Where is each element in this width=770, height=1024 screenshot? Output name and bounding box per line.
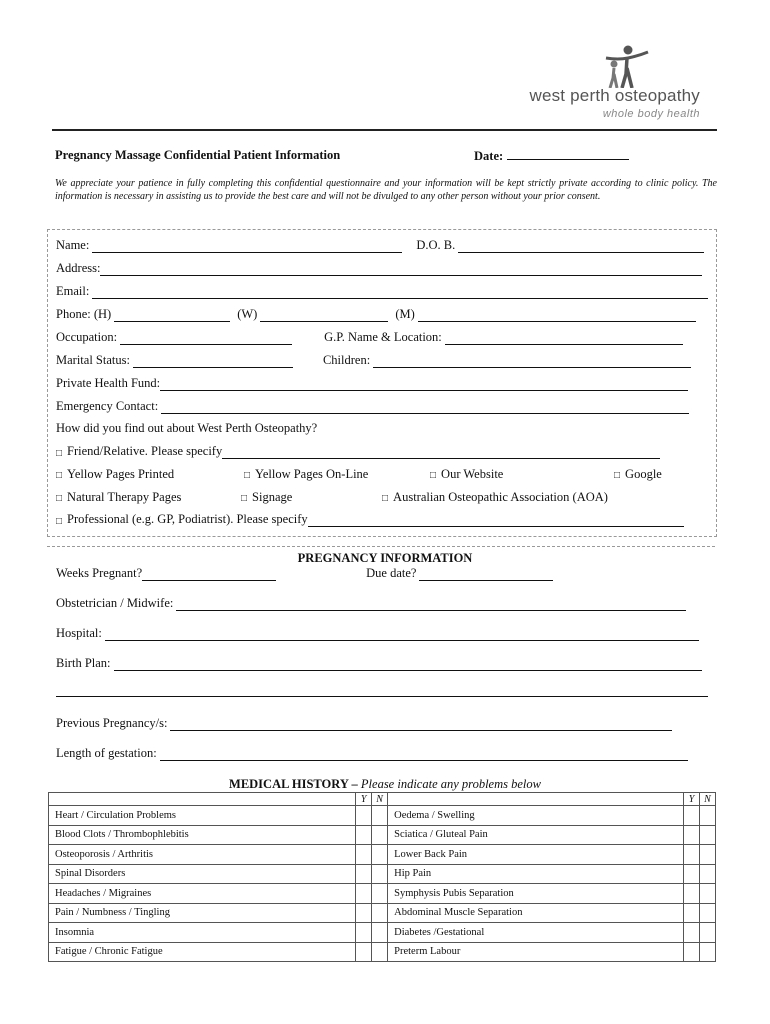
signage-checkbox[interactable]: □	[241, 493, 248, 504]
n-left-cell[interactable]	[372, 903, 388, 923]
marital-field[interactable]	[133, 355, 293, 368]
n-left-cell[interactable]	[372, 806, 388, 826]
source-row-2	[56, 490, 608, 505]
phone-h-label: Phone: (H)	[56, 307, 112, 321]
emergency-row	[56, 399, 689, 414]
due-label: Due date?	[366, 566, 417, 580]
condition-right: Symphysis Pubis Separation	[388, 884, 684, 904]
phone-h-field[interactable]	[114, 309, 230, 322]
logo-name: west perth osteopathy	[529, 86, 700, 105]
name-field[interactable]	[92, 240, 402, 253]
address-row	[56, 261, 702, 276]
condition-right: Hip Pain	[388, 864, 684, 884]
condition-left: Spinal Disorders	[49, 864, 356, 884]
occupation-row	[56, 330, 683, 345]
professional-checkbox[interactable]: □	[56, 516, 63, 527]
logo-tagline: whole body health	[602, 108, 700, 120]
medical-heading	[0, 777, 770, 792]
header-n-right: N	[700, 793, 716, 806]
children-label: Children:	[322, 353, 371, 367]
medical-history-table	[48, 792, 716, 962]
header-rule	[52, 129, 717, 131]
n-left-cell[interactable]	[372, 845, 388, 865]
condition-left: Pain / Numbness / Tingling	[49, 903, 356, 923]
y-left-cell[interactable]	[356, 864, 372, 884]
weeks-row	[56, 566, 553, 581]
professional-label: Professional (e.g. GP, Podiatrist). Please specify	[67, 512, 308, 526]
y-right-cell[interactable]	[684, 825, 700, 845]
n-left-cell[interactable]	[372, 923, 388, 943]
gestation-label: Length of gestation:	[56, 746, 157, 760]
obstetrician-row	[56, 596, 686, 611]
header-blank-left	[49, 793, 356, 806]
condition-right: Preterm Labour	[388, 942, 684, 962]
friend-field[interactable]	[222, 446, 660, 459]
hospital-field[interactable]	[105, 628, 699, 641]
y-left-cell[interactable]	[356, 884, 372, 904]
phone-w-label: (W)	[237, 307, 258, 321]
table-row	[49, 884, 716, 904]
y-left-cell[interactable]	[356, 923, 372, 943]
condition-left: Fatigue / Chronic Fatigue	[49, 942, 356, 962]
name-label: Name:	[56, 238, 90, 252]
professional-row	[56, 512, 684, 527]
phone-w-field[interactable]	[260, 309, 388, 322]
logo	[529, 86, 700, 120]
marital-row	[56, 353, 691, 368]
friend-label: Friend/Relative. Please specify	[67, 444, 223, 458]
condition-right: Sciatica / Gluteal Pain	[388, 825, 684, 845]
how-found-label: How did you find out about West Perth Osteopathy?	[56, 421, 318, 435]
hospital-label: Hospital:	[56, 626, 102, 640]
gestation-row	[56, 746, 688, 761]
medical-heading-note: Please indicate any problems below	[360, 777, 541, 791]
header-y-left: Y	[356, 793, 372, 806]
gp-field[interactable]	[445, 332, 683, 345]
n-right-cell[interactable]	[700, 942, 716, 962]
table-row	[49, 923, 716, 943]
table-row	[49, 806, 716, 826]
weeks-label: Weeks Pregnant?	[56, 566, 143, 580]
occupation-field[interactable]	[120, 332, 292, 345]
y-right-cell[interactable]	[684, 884, 700, 904]
y-left-cell[interactable]	[356, 903, 372, 923]
birth-plan-field[interactable]	[114, 658, 702, 671]
n-right-cell[interactable]	[700, 864, 716, 884]
y-right-cell[interactable]	[684, 942, 700, 962]
address-label: Address:	[56, 261, 101, 275]
y-left-cell[interactable]	[356, 942, 372, 962]
phone-row	[56, 307, 696, 322]
google-label: Google	[625, 467, 662, 481]
health-fund-label: Private Health Fund:	[56, 376, 161, 390]
previous-field[interactable]	[170, 718, 672, 731]
website-checkbox[interactable]: □	[430, 470, 437, 481]
occupation-label: Occupation:	[56, 330, 118, 344]
hospital-row	[56, 626, 699, 641]
y-right-cell[interactable]	[684, 903, 700, 923]
n-right-cell[interactable]	[700, 884, 716, 904]
n-right-cell[interactable]	[700, 845, 716, 865]
due-field[interactable]	[419, 568, 553, 581]
dob-label: D.O. B.	[416, 238, 456, 252]
y-right-cell[interactable]	[684, 864, 700, 884]
gp-label: G.P. Name & Location:	[324, 330, 442, 344]
birth-plan-label: Birth Plan:	[56, 656, 111, 670]
birth-plan-row	[56, 656, 702, 671]
professional-field[interactable]	[308, 514, 684, 527]
friend-row	[56, 444, 660, 459]
condition-right: Lower Back Pain	[388, 845, 684, 865]
condition-right: Abdominal Muscle Separation	[388, 903, 684, 923]
address-field[interactable]	[100, 263, 702, 276]
y-right-cell[interactable]	[684, 845, 700, 865]
y-left-cell[interactable]	[356, 825, 372, 845]
previous-label: Previous Pregnancy/s:	[56, 716, 168, 730]
birth-plan-line-2[interactable]	[56, 684, 708, 697]
how-found-row	[56, 421, 317, 436]
dob-field[interactable]	[458, 240, 704, 253]
condition-right: Diabetes /Gestational	[388, 923, 684, 943]
google-checkbox[interactable]: □	[614, 470, 621, 481]
y-left-cell[interactable]	[356, 845, 372, 865]
n-left-cell[interactable]	[372, 942, 388, 962]
logo-figures-icon	[600, 44, 652, 88]
header-y-right: Y	[684, 793, 700, 806]
aoa-label: Australian Osteopathic Association (AOA)	[393, 490, 608, 504]
yp-printed-checkbox[interactable]: □	[56, 470, 63, 481]
aoa-checkbox[interactable]: □	[382, 493, 389, 504]
intro-text: We appreciate your patience in fully completing this confidential questionnaire and your information will be kept strictly private according to clinic policy. The information is necessary in assisting us to provide the best care and will not be divulged to any other person without your prior consent.	[55, 178, 717, 202]
health-fund-row	[56, 376, 688, 391]
medical-heading-label: MEDICAL HISTORY –	[229, 777, 361, 791]
n-right-cell[interactable]	[700, 806, 716, 826]
table-row	[49, 825, 716, 845]
n-left-cell[interactable]	[372, 825, 388, 845]
children-field[interactable]	[373, 355, 691, 368]
yp-printed-label: Yellow Pages Printed	[67, 467, 175, 481]
source-row-1	[56, 467, 662, 482]
n-right-cell[interactable]	[700, 923, 716, 943]
condition-left: Heart / Circulation Problems	[49, 806, 356, 826]
email-label: Email:	[56, 284, 90, 298]
weeks-field[interactable]	[142, 568, 276, 581]
natural-therapy-checkbox[interactable]: □	[56, 493, 63, 504]
previous-row	[56, 716, 672, 731]
yp-online-checkbox[interactable]: □	[244, 470, 251, 481]
phone-m-label: (M)	[395, 307, 415, 321]
y-right-cell[interactable]	[684, 923, 700, 943]
marital-label: Marital Status:	[56, 353, 130, 367]
condition-left: Blood Clots / Thrombophlebitis	[49, 825, 356, 845]
emergency-label: Emergency Contact:	[56, 399, 159, 413]
date-label: Date:	[474, 149, 504, 163]
table-row	[49, 864, 716, 884]
friend-checkbox[interactable]: □	[56, 448, 63, 459]
website-label: Our Website	[441, 467, 504, 481]
y-right-cell[interactable]	[684, 806, 700, 826]
date-line[interactable]	[507, 148, 629, 160]
table-row	[49, 942, 716, 962]
y-left-cell[interactable]	[356, 806, 372, 826]
condition-left: Headaches / Migraines	[49, 884, 356, 904]
emergency-field[interactable]	[161, 401, 689, 414]
phone-m-field[interactable]	[418, 309, 696, 322]
condition-left: Osteoporosis / Arthritis	[49, 845, 356, 865]
table-row	[49, 845, 716, 865]
pregnancy-heading: PREGNANCY INFORMATION	[297, 551, 473, 565]
health-fund-field[interactable]	[160, 378, 688, 391]
signage-label: Signage	[252, 490, 293, 504]
condition-right: Oedema / Swelling	[388, 806, 684, 826]
header-n-left: N	[372, 793, 388, 806]
n-right-cell[interactable]	[700, 903, 716, 923]
obstetrician-field[interactable]	[176, 598, 686, 611]
yp-online-label: Yellow Pages On-Line	[255, 467, 369, 481]
condition-left: Insomnia	[49, 923, 356, 943]
n-right-cell[interactable]	[700, 825, 716, 845]
natural-therapy-label: Natural Therapy Pages	[67, 490, 182, 504]
email-field[interactable]	[92, 286, 708, 299]
table-header-row	[49, 793, 716, 806]
n-left-cell[interactable]	[372, 864, 388, 884]
date-field[interactable]	[474, 148, 629, 164]
name-row	[56, 238, 704, 253]
table-row	[49, 903, 716, 923]
gestation-field[interactable]	[160, 748, 688, 761]
page-title: Pregnancy Massage Confidential Patient Information	[55, 148, 341, 162]
header-blank-right	[388, 793, 684, 806]
n-left-cell[interactable]	[372, 884, 388, 904]
email-row	[56, 284, 708, 299]
obstetrician-label: Obstetrician / Midwife:	[56, 596, 174, 610]
